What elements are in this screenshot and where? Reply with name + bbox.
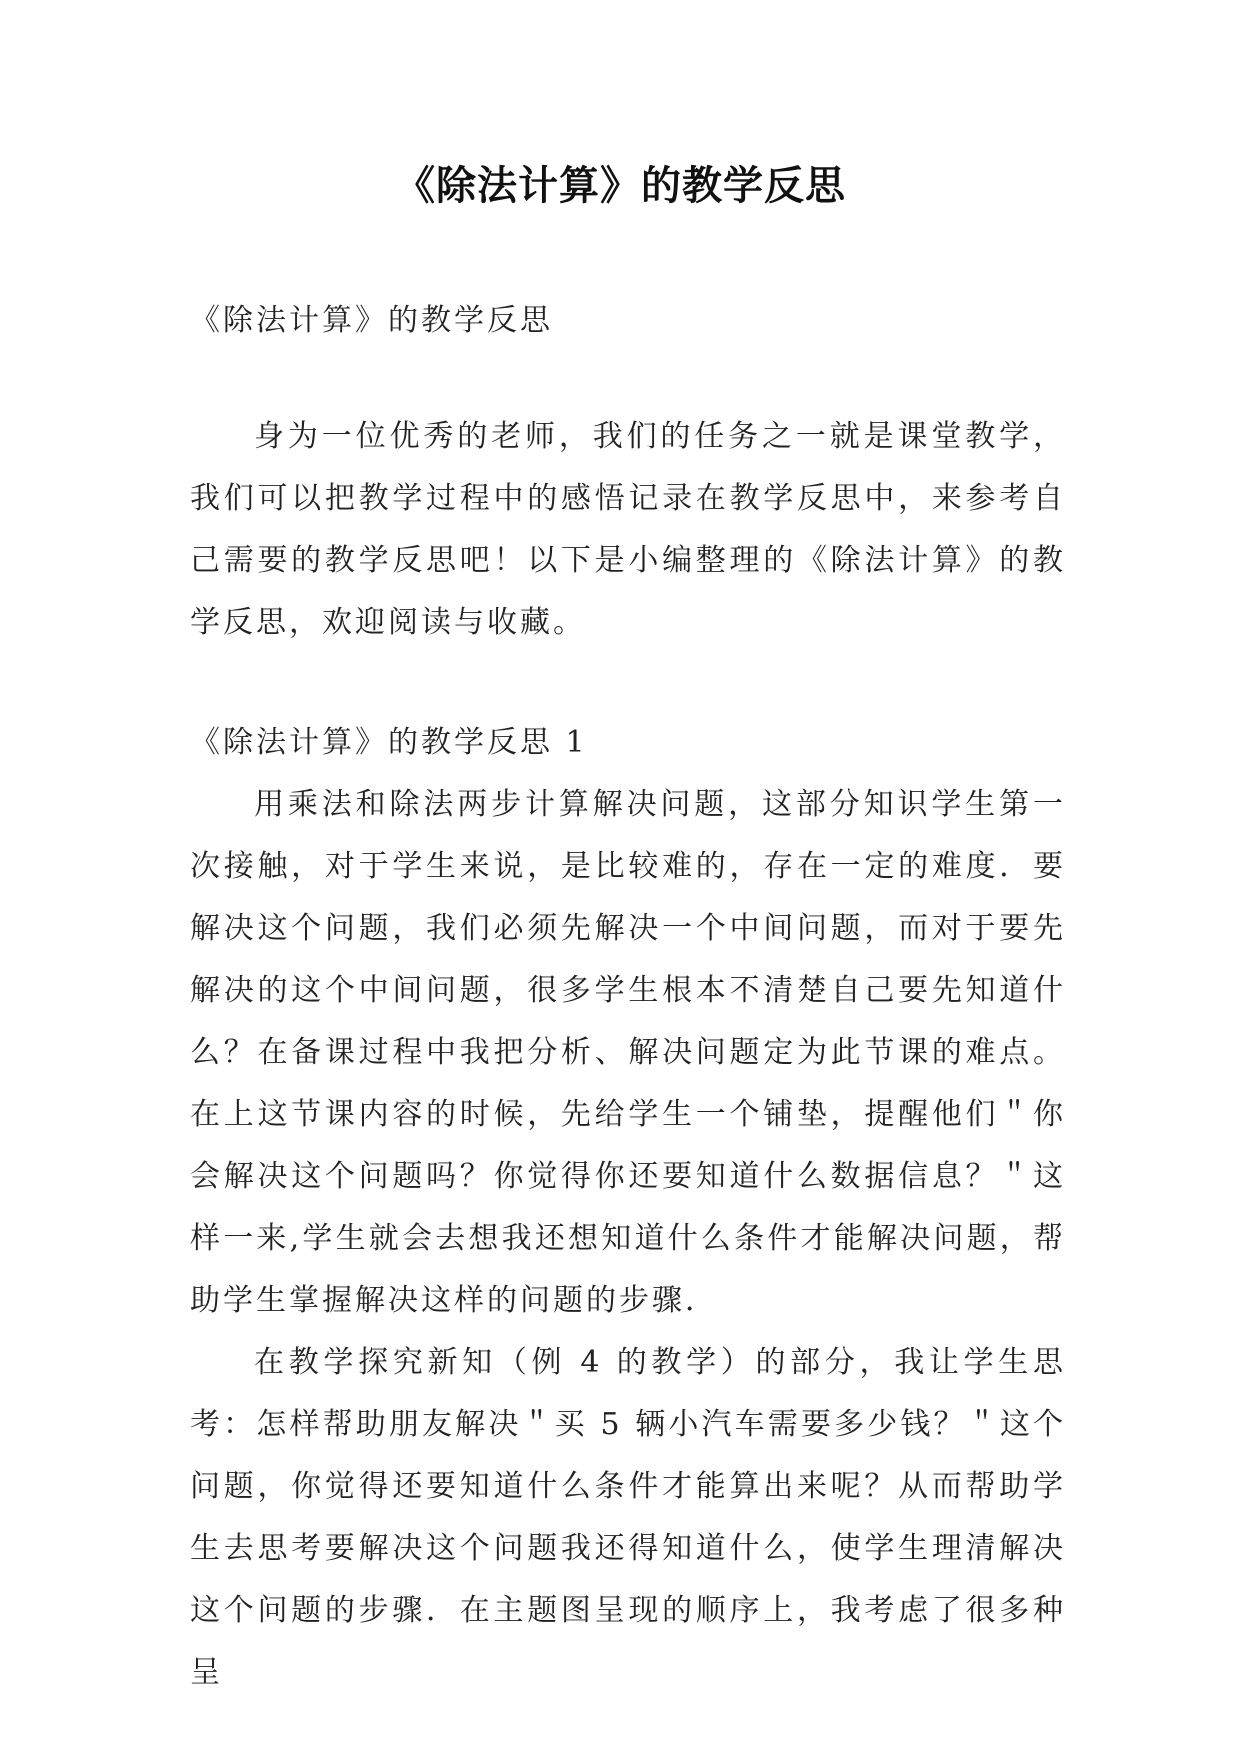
section-heading: 《除法计算》的教学反思 1 xyxy=(190,725,588,760)
spacer xyxy=(190,654,1066,712)
body-paragraph: 在教学探究新知（例 4 的教学）的部分，我让学生思考：怎样帮助朋友解决＂买 5 辆小汽车需要多少钱？＂这个问题，你觉得还要知道什么条件才能算出来呢？从而帮助学生去思考要解决这个问题我还得知道什么，使学生理清解决这个问题的步骤．在主题图呈现的顺序上，我考虑了很多种呈 xyxy=(190,1345,1066,1690)
document-subtitle: 《除法计算》的教学反思 xyxy=(190,303,553,338)
document-title: 《除法计算》的教学反思 xyxy=(395,163,846,209)
document-body xyxy=(190,290,1066,1704)
spacer xyxy=(190,352,1066,406)
intro-paragraph: 身为一位优秀的老师，我们的任务之一就是课堂教学，我们可以把教学过程中的感悟记录在教学反思中，来参考自己需要的教学反思吧！以下是小编整理的《除法计算》的教学反思，欢迎阅读与收藏。 xyxy=(190,419,1066,640)
body-paragraph: 用乘法和除法两步计算解决问题，这部分知识学生第一次接触，对于学生来说，是比较难的，存在一定的难度．要解决这个问题，我们必须先解决一个中间问题，而对于要先解决的这个中间问题，很多学生根本不清楚自己要先知道什么？在备课过程中我把分析、解决问题定为此节课的难点。在上这节课内容的时候，先给学生一个铺垫，提醒他们＂你会解决这个问题吗？你觉得你还要知道什么数据信息？＂这样一来,学生就会去想我还想知道什么条件才能解决问题，帮助学生掌握解决这样的问题的步骤． xyxy=(190,787,1066,1318)
